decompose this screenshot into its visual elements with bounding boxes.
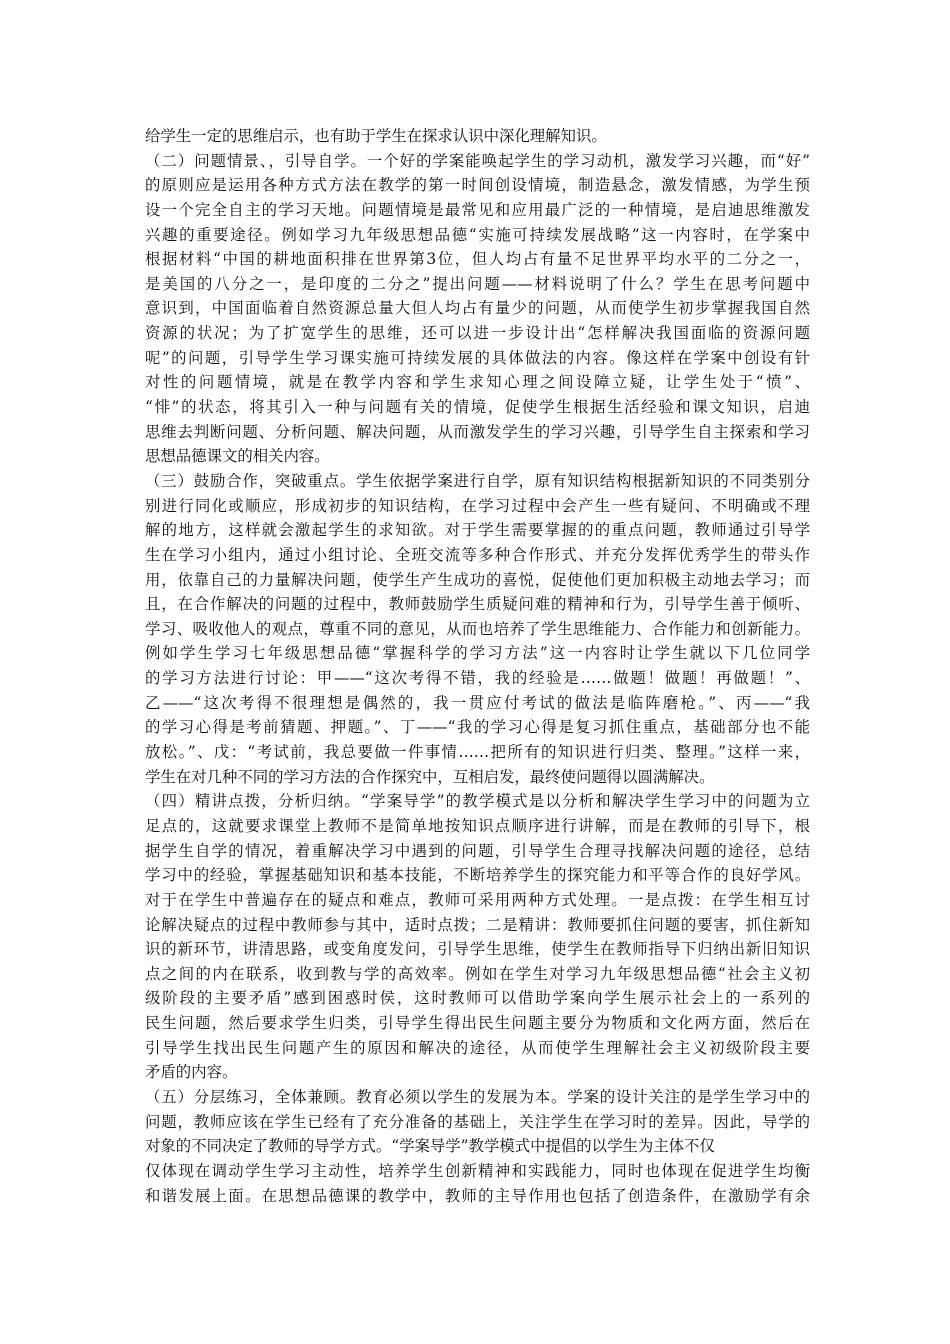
text-line: （二）问题情景、，引导自学。一个好的学案能唤起学生的学习动机，激发学习兴趣，而“好”	[145, 151, 810, 170]
text-line: 兴趣的重要途径。例如学习九年级思想品德“实施可持续发展战略”这一内容时，在学案中	[145, 225, 810, 244]
text-line: 呢”的问题，引导学生学习课实施可持续发展的具体做法的内容。像这样在学案中创设有针	[145, 348, 810, 367]
text-line: 和谐发展上面。在思想品德课的教学中，教师的主导作用也包括了创造条件，在激励学有余	[145, 1186, 810, 1205]
text-line: 问题，教师应该在学生已经有了充分准备的基础上，关注学生在学习时的差异。因此，导学的	[145, 1112, 810, 1131]
text-line: 资源的状况；为了扩宽学生的思维，还可以进一步设计出“怎样解决我国面临的资源问题	[145, 324, 810, 343]
text-line: 对象的不同决定了教师的导学方式。“学案导学”教学模式中提倡的以学生为主体不仅	[145, 1137, 715, 1156]
text-line: 级阶段的主要矛盾”感到困惑时侯，这时教师可以借助学案向学生展示社会上的一系列的	[145, 989, 810, 1008]
text-line: 思维去判断问题、分析问题、解决问题，从而激发学生的学习兴趣，引导学生自主探索和学习	[145, 422, 810, 441]
text-line: 的学习方法进行讨论：甲——“这次考得不错，我的经验是……做题！做题！再做题！”、	[145, 669, 810, 688]
text-line: 论解决疑点的过程中教师参与其中，适时点拨；二是精讲：教师要抓住问题的要害，抓住新知	[145, 915, 810, 934]
text-line: （五）分层练习，全体兼顾。教育必须以学生的发展为本。学案的设计关注的是学生学习中的	[145, 1087, 810, 1106]
text-line: 例如学生学习七年级思想品德“掌握科学的学习方法”这一内容时让学生就以下几位同学	[145, 644, 810, 663]
text-line: 矛盾的内容。	[145, 1063, 238, 1082]
text-line: 乙——“这次考得不很理想是偶然的，我一贯应付考试的做法是临阵磨枪。”、丙——“我	[145, 693, 810, 712]
text-line: 点之间的内在联系，收到教与学的高效率。例如在学生对学习九年级思想品德“社会主义初	[145, 964, 810, 983]
text-line: 据学生自学的情况，着重解决学习中遇到的问题，引导学生合理寻找解决问题的途径，总结	[145, 841, 810, 860]
text-line: 的学习心得是考前猜题、押题。”、丁——“我的学习心得是复习抓住重点，基础部分也不能	[145, 718, 810, 737]
text-line: 别进行同化或顺应，形成初步的知识结构，在学习过程中会产生一些有疑问、不明确或不理	[145, 496, 810, 515]
text-line: 对于在学生中普遍存在的疑点和难点，教师可采用两种方式处理。一是点拨：在学生相互讨	[145, 890, 810, 909]
text-line: （三）鼓励合作，突破重点。学生依据学案进行自学，原有知识结构根据新知识的不同类别分	[145, 471, 810, 490]
text-line: 是美国的八分之一，是印度的二分之”提出问题——材料说明了什么？学生在思考问题中	[145, 274, 810, 293]
text-line: 民生问题，然后要求学生归类，引导学生得出民生问题主要分为物质和文化两方面，然后在	[145, 1014, 810, 1033]
text-line: 根据材料“中国的耕地面积排在世界第3位，但人均占有量不足世界平均水平的二分之一，	[145, 250, 810, 269]
text-line: 设一个完全自主的学习天地。问题情境是最常见和应用最广泛的一种情境，是启迪思维激发	[145, 200, 810, 219]
text-line: 识的新环节，讲清思路，或变角度发问，引导学生思维，使学生在教师指导下归纳出新旧知识	[145, 940, 810, 959]
text-line: “悱”的状态，将其引入一种与问题有关的情境，促使学生根据生活经验和课文知识，启迪	[145, 398, 810, 417]
text-line: 思想品德课文的相关内容。	[145, 447, 330, 466]
text-line: 引导学生找出民生问题产生的原因和解决的途径，从而使学生理解社会主义初级阶段主要	[145, 1038, 810, 1057]
text-line: 生在学习小组内，通过小组讨论、全班交流等多种合作形式、并充分发挥优秀学生的带头作	[145, 545, 810, 564]
text-line: 学习中的经验，掌握基础知识和基本技能，不断培养学生的探究能力和平等合作的良好学风。	[145, 866, 810, 885]
text-line: 给学生一定的思维启示，也有助于学生在探求认识中深化理解知识。	[145, 127, 607, 145]
text-line: 解的地方，这样就会激起学生的求知欲。对于学生需要掌握的的重点问题，教师通过引导学	[145, 521, 810, 540]
text-line: 足点的，这就要求课堂上教师不是简单地按知识点顺序进行讲解，而是在教师的引导下，根	[145, 816, 810, 835]
text-line: 的原则应是运用各种方式方法在教学的第一时间创设情境，制造悬念，激发情感，为学生预	[145, 176, 810, 195]
text-line: 用，依靠自己的力量解决问题，使学生产生成功的喜悦，促使他们更加积极主动地去学习；而	[145, 570, 810, 589]
text-line: 学习、吸收他人的观点，尊重不同的意见，从而也培养了学生思维能力、合作能力和创新能力。	[145, 619, 810, 638]
text-line: （四）精讲点拨，分析归纳。“学案导学”的教学模式是以分析和解决学生学习中的问题为立	[145, 792, 810, 811]
text-line: 仅体现在调动学生学习主动性，培养学生创新精神和实践能力，同时也体现在促进学生均衡	[145, 1161, 810, 1180]
document-body	[145, 124, 810, 1208]
text-line: 意识到，中国面临着自然资源总量大但人均占有量少的问题，从而使学生初步掌握我国自然	[145, 299, 810, 318]
text-line: 对性的问题情境，就是在教学内容和学生求知心理之间设障立疑，让学生处于“愤”、	[145, 373, 810, 392]
text-line: 且，在合作解决的问题的过程中，教师鼓励学生质疑问难的精神和行为，引导学生善于倾听、	[145, 595, 810, 614]
text-line: 放松。”、戊：“考试前，我总要做一件事情……把所有的知识进行归类、整理。”这样一来，	[145, 743, 810, 762]
text-line: 学生在对几种不同的学习方法的合作探究中，互相启发，最终使问题得以圆满解决。	[145, 767, 715, 786]
